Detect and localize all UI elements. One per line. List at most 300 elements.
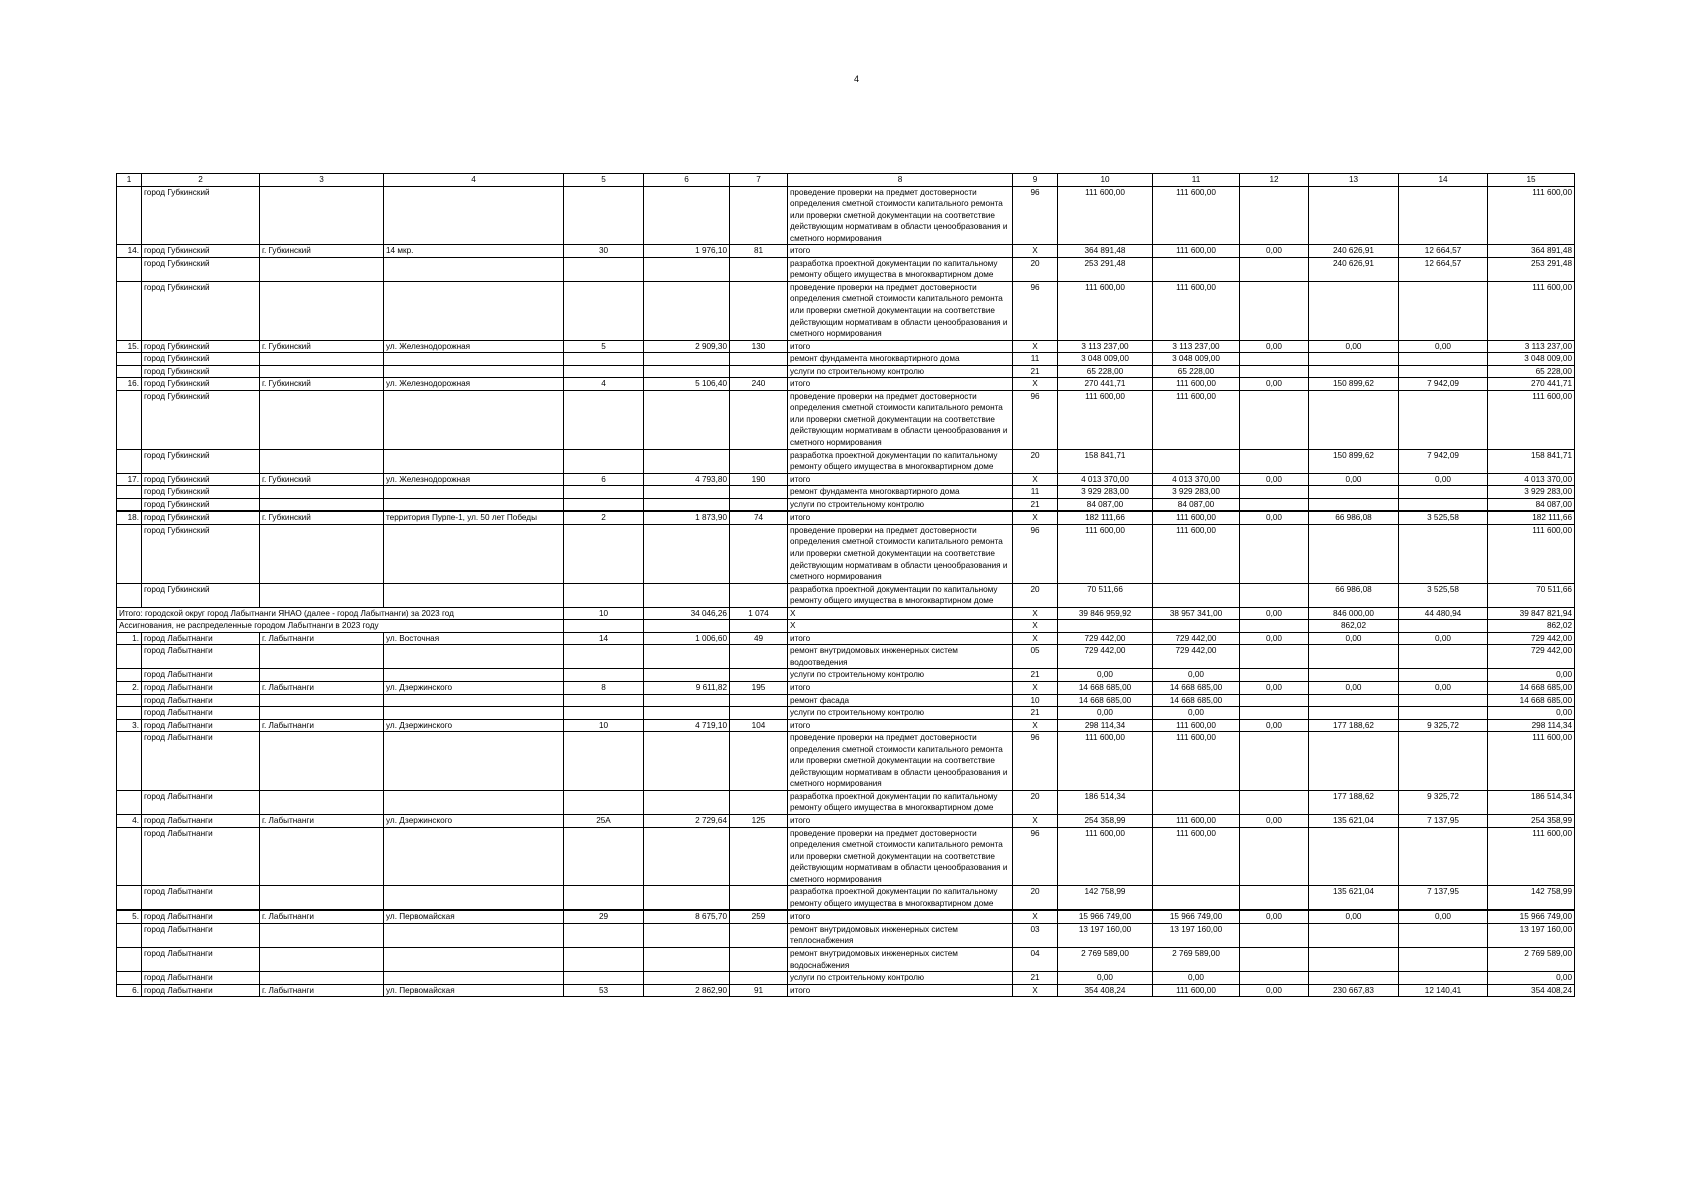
table-cell xyxy=(1153,620,1240,633)
table-cell xyxy=(260,790,384,814)
table-cell xyxy=(1240,923,1309,947)
table-cell xyxy=(564,923,644,947)
table-cell: г. Лабытнанги xyxy=(260,814,384,827)
table-cell: 4 013 370,00 xyxy=(1153,473,1240,486)
column-header: 6 xyxy=(644,174,730,187)
table-cell xyxy=(1399,620,1488,633)
table-cell: 9 325,72 xyxy=(1399,719,1488,732)
table-cell: город Лабытнанги xyxy=(142,948,260,972)
table-cell: 0,00 xyxy=(1153,669,1240,682)
table-cell: 0,00 xyxy=(1240,473,1309,486)
table-cell: 0,00 xyxy=(1240,245,1309,258)
table-cell xyxy=(384,707,564,720)
table-cell: 21 xyxy=(1013,365,1058,378)
table-cell: 4 013 370,00 xyxy=(1488,473,1575,486)
table-cell xyxy=(260,186,384,245)
table-cell xyxy=(1399,486,1488,499)
table-cell: 111 600,00 xyxy=(1058,732,1153,791)
table-cell xyxy=(644,972,730,985)
table-cell: город Губкинский xyxy=(142,378,260,391)
table-cell: проведение проверки на предмет достоверности определения сметной стоимости капитального ремонта или проверки сметной документации на соответствие действующим нормативам в области ценообразования и сметного нормирования xyxy=(788,827,1013,886)
table-cell: г. Губкинский xyxy=(260,340,384,353)
table-row xyxy=(117,449,1575,473)
table-cell xyxy=(384,694,564,707)
table-cell xyxy=(644,923,730,947)
table-cell xyxy=(384,365,564,378)
column-header: 2 xyxy=(142,174,260,187)
table-row xyxy=(117,281,1575,340)
table-cell xyxy=(644,694,730,707)
table-cell: итого xyxy=(788,473,1013,486)
table-cell: город Губкинский xyxy=(142,486,260,499)
table-row xyxy=(117,365,1575,378)
table-cell: 182 111,66 xyxy=(1058,511,1153,524)
table-cell: город Лабытнанги xyxy=(142,681,260,694)
table-cell: 4 013 370,00 xyxy=(1058,473,1153,486)
table-cell: 0,00 xyxy=(1240,340,1309,353)
table-cell xyxy=(730,353,788,366)
table-cell xyxy=(564,365,644,378)
table-cell xyxy=(260,886,384,911)
capital-repair-table-container xyxy=(116,173,1575,997)
column-header: 3 xyxy=(260,174,384,187)
table-cell: 13 197 160,00 xyxy=(1153,923,1240,947)
table-cell: итого xyxy=(788,340,1013,353)
table-cell: проведение проверки на предмет достоверности определения сметной стоимости капитального ремонта или проверки сметной документации на соответствие действующим нормативам в области ценообразования и сметного нормирования xyxy=(788,390,1013,449)
table-cell: 1 006,60 xyxy=(644,632,730,645)
table-cell xyxy=(1240,645,1309,669)
table-cell xyxy=(384,281,564,340)
table-cell xyxy=(644,186,730,245)
table-cell: ул. Железнодорожная xyxy=(384,378,564,391)
table-cell: город Лабытнанги xyxy=(142,732,260,791)
table-cell: 364 891,48 xyxy=(1058,245,1153,258)
table-cell: 3 113 237,00 xyxy=(1488,340,1575,353)
table-cell: 84 087,00 xyxy=(1153,498,1240,511)
table-cell: 14 668 685,00 xyxy=(1153,681,1240,694)
table-cell: 270 441,71 xyxy=(1058,378,1153,391)
column-header: 11 xyxy=(1153,174,1240,187)
table-cell: город Лабытнанги xyxy=(142,707,260,720)
table-cell xyxy=(564,645,644,669)
table-cell xyxy=(384,669,564,682)
table-cell: 14 мкр. xyxy=(384,245,564,258)
table-cell: 150 899,62 xyxy=(1309,378,1399,391)
table-cell xyxy=(730,707,788,720)
table-cell: 9 325,72 xyxy=(1399,790,1488,814)
table-cell: г. Лабытнанги xyxy=(260,681,384,694)
column-header: 10 xyxy=(1058,174,1153,187)
table-cell xyxy=(1399,707,1488,720)
table-cell: 2. xyxy=(117,681,142,694)
table-cell: 12 140,41 xyxy=(1399,984,1488,997)
table-cell: X xyxy=(1013,340,1058,353)
table-cell: 186 514,34 xyxy=(1488,790,1575,814)
table-cell: X xyxy=(1013,511,1058,524)
table-cell xyxy=(384,257,564,281)
table-cell: 2 862,90 xyxy=(644,984,730,997)
table-cell xyxy=(1399,645,1488,669)
table-cell: 11 xyxy=(1013,353,1058,366)
table-cell: 354 408,24 xyxy=(1488,984,1575,997)
table-cell xyxy=(1309,694,1399,707)
table-cell xyxy=(730,449,788,473)
table-cell xyxy=(564,257,644,281)
table-cell xyxy=(730,365,788,378)
table-cell: X xyxy=(1013,245,1058,258)
table-cell: город Губкинский xyxy=(142,583,260,607)
table-cell xyxy=(260,923,384,947)
table-cell: 39 847 821,94 xyxy=(1488,607,1575,620)
table-cell xyxy=(117,524,142,583)
table-cell xyxy=(644,498,730,511)
table-cell: 729 442,00 xyxy=(1058,632,1153,645)
table-row xyxy=(117,910,1575,923)
table-cell: 74 xyxy=(730,511,788,524)
table-cell: 44 480,94 xyxy=(1399,607,1488,620)
table-cell: 0,00 xyxy=(1399,340,1488,353)
table-cell xyxy=(1240,486,1309,499)
table-cell: ул. Дзержинского xyxy=(384,681,564,694)
table-cell xyxy=(730,390,788,449)
table-cell xyxy=(564,972,644,985)
table-body xyxy=(117,174,1575,997)
table-cell xyxy=(730,669,788,682)
table-cell: 0,00 xyxy=(1058,707,1153,720)
table-cell: 0,00 xyxy=(1309,681,1399,694)
table-cell xyxy=(644,353,730,366)
table-cell: город Губкинский xyxy=(142,524,260,583)
table-cell: 5 106,40 xyxy=(644,378,730,391)
table-cell xyxy=(1309,186,1399,245)
table-cell: 65 228,00 xyxy=(1488,365,1575,378)
table-cell: город Губкинский xyxy=(142,390,260,449)
table-cell: 729 442,00 xyxy=(1488,632,1575,645)
table-cell: 4. xyxy=(117,814,142,827)
table-cell: X xyxy=(788,620,1013,633)
table-cell: город Лабытнанги xyxy=(142,923,260,947)
table-cell: 111 600,00 xyxy=(1488,524,1575,583)
table-cell xyxy=(1399,365,1488,378)
table-cell: 298 114,34 xyxy=(1058,719,1153,732)
table-row xyxy=(117,257,1575,281)
table-cell xyxy=(730,524,788,583)
table-cell xyxy=(644,486,730,499)
table-cell: город Лабытнанги xyxy=(142,886,260,911)
table-cell: 111 600,00 xyxy=(1153,281,1240,340)
table-cell: разработка проектной документации по капитальному ремонту общего имущества в многоквартирном доме xyxy=(788,790,1013,814)
table-cell: ул. Дзержинского xyxy=(384,814,564,827)
summary-row xyxy=(117,607,1575,620)
table-cell xyxy=(564,732,644,791)
table-row xyxy=(117,814,1575,827)
table-cell: ремонт внутридомовых инженерных систем водоснабжения xyxy=(788,948,1013,972)
table-row xyxy=(117,378,1575,391)
table-cell: 1 074 xyxy=(730,607,788,620)
table-cell: 364 891,48 xyxy=(1488,245,1575,258)
table-cell: ул. Первомайская xyxy=(384,910,564,923)
table-cell: 1 873,90 xyxy=(644,511,730,524)
table-cell xyxy=(564,827,644,886)
column-header: 1 xyxy=(117,174,142,187)
table-cell: 0,00 xyxy=(1240,378,1309,391)
table-cell xyxy=(1309,827,1399,886)
table-cell: город Лабытнанги xyxy=(142,719,260,732)
table-row xyxy=(117,827,1575,886)
table-cell: 7 137,95 xyxy=(1399,886,1488,911)
table-cell: 0,00 xyxy=(1309,340,1399,353)
table-cell xyxy=(117,790,142,814)
table-cell xyxy=(1240,365,1309,378)
table-cell xyxy=(644,620,730,633)
table-cell: итого xyxy=(788,378,1013,391)
table-cell xyxy=(1309,498,1399,511)
table-cell xyxy=(1240,948,1309,972)
table-cell: 4 719,10 xyxy=(644,719,730,732)
table-cell xyxy=(644,790,730,814)
table-cell: 142 758,99 xyxy=(1058,886,1153,911)
table-cell: 5 xyxy=(564,340,644,353)
column-header: 7 xyxy=(730,174,788,187)
table-cell: 96 xyxy=(1013,732,1058,791)
table-cell xyxy=(564,498,644,511)
table-cell: 0,00 xyxy=(1399,910,1488,923)
table-cell: 21 xyxy=(1013,972,1058,985)
table-cell: 0,00 xyxy=(1399,473,1488,486)
table-cell: итого xyxy=(788,814,1013,827)
table-cell: 111 600,00 xyxy=(1058,186,1153,245)
table-cell: город Губкинский xyxy=(142,449,260,473)
table-cell xyxy=(730,498,788,511)
table-row xyxy=(117,694,1575,707)
table-cell: 111 600,00 xyxy=(1153,732,1240,791)
table-cell: город Лабытнанги xyxy=(142,645,260,669)
table-cell xyxy=(730,281,788,340)
table-cell xyxy=(1309,281,1399,340)
table-cell: 150 899,62 xyxy=(1309,449,1399,473)
table-cell xyxy=(117,449,142,473)
table-cell: 3 525,58 xyxy=(1399,583,1488,607)
table-cell: 7 137,95 xyxy=(1399,814,1488,827)
table-cell: 12 664,57 xyxy=(1399,257,1488,281)
table-cell: 0,00 xyxy=(1309,910,1399,923)
table-cell: 254 358,99 xyxy=(1488,814,1575,827)
table-cell: 0,00 xyxy=(1309,632,1399,645)
table-cell: ремонт фундамента многоквартирного дома xyxy=(788,353,1013,366)
table-cell: 14 668 685,00 xyxy=(1488,694,1575,707)
table-cell xyxy=(564,669,644,682)
table-row xyxy=(117,669,1575,682)
table-cell: 240 xyxy=(730,378,788,391)
table-cell xyxy=(1399,827,1488,886)
table-cell xyxy=(1399,694,1488,707)
table-cell: 240 626,91 xyxy=(1309,257,1399,281)
column-header: 9 xyxy=(1013,174,1058,187)
table-cell: 14 xyxy=(564,632,644,645)
summary-label: Итого: городской округ город Лабытнанги ЯНАО (далее - город Лабытнанги) за 2023 год xyxy=(117,607,564,620)
table-cell: 0,00 xyxy=(1240,511,1309,524)
table-cell: 0,00 xyxy=(1399,681,1488,694)
table-cell: X xyxy=(1013,378,1058,391)
table-row xyxy=(117,972,1575,985)
table-cell: город Губкинский xyxy=(142,245,260,258)
table-cell: 190 xyxy=(730,473,788,486)
table-cell: 96 xyxy=(1013,524,1058,583)
table-cell xyxy=(564,620,644,633)
table-cell: 91 xyxy=(730,984,788,997)
table-cell xyxy=(564,524,644,583)
table-cell xyxy=(644,669,730,682)
table-cell xyxy=(384,972,564,985)
table-cell: итого xyxy=(788,681,1013,694)
table-cell: 3 929 283,00 xyxy=(1058,486,1153,499)
table-cell xyxy=(730,583,788,607)
table-cell: 298 114,34 xyxy=(1488,719,1575,732)
table-cell xyxy=(117,923,142,947)
table-cell: 3 048 009,00 xyxy=(1058,353,1153,366)
table-cell: 230 667,83 xyxy=(1309,984,1399,997)
table-cell: 10 xyxy=(564,607,644,620)
table-cell xyxy=(644,732,730,791)
table-cell: X xyxy=(1013,910,1058,923)
table-cell: 15. xyxy=(117,340,142,353)
table-cell xyxy=(117,732,142,791)
table-cell xyxy=(1309,353,1399,366)
table-cell xyxy=(1240,707,1309,720)
table-cell xyxy=(117,390,142,449)
table-cell xyxy=(1240,498,1309,511)
table-cell xyxy=(1240,353,1309,366)
table-cell: 7 942,09 xyxy=(1399,378,1488,391)
table-cell: 111 600,00 xyxy=(1058,827,1153,886)
table-cell: 0,00 xyxy=(1488,707,1575,720)
table-cell: проведение проверки на предмет достоверности определения сметной стоимости капитального ремонта или проверки сметной документации на соответствие действующим нормативам в области ценообразования и сметного нормирования xyxy=(788,732,1013,791)
table-cell: 18. xyxy=(117,511,142,524)
table-cell: 0,00 xyxy=(1240,632,1309,645)
summary-row xyxy=(117,620,1575,633)
table-cell xyxy=(644,257,730,281)
table-cell xyxy=(1240,972,1309,985)
table-cell: 49 xyxy=(730,632,788,645)
table-cell: город Губкинский xyxy=(142,340,260,353)
table-cell: итого xyxy=(788,632,1013,645)
table-cell: город Губкинский xyxy=(142,473,260,486)
table-cell xyxy=(1240,886,1309,911)
table-cell: 0,00 xyxy=(1058,972,1153,985)
table-cell xyxy=(1240,827,1309,886)
table-cell: город Лабытнанги xyxy=(142,984,260,997)
table-cell xyxy=(260,524,384,583)
table-cell: 186 514,34 xyxy=(1058,790,1153,814)
table-cell xyxy=(564,390,644,449)
table-cell: город Лабытнанги xyxy=(142,814,260,827)
table-cell: город Лабытнанги xyxy=(142,669,260,682)
table-cell xyxy=(730,486,788,499)
table-cell: 111 600,00 xyxy=(1153,378,1240,391)
table-cell xyxy=(384,486,564,499)
table-cell xyxy=(384,390,564,449)
table-cell: 729 442,00 xyxy=(1058,645,1153,669)
table-cell: 25А xyxy=(564,814,644,827)
table-cell: 6 xyxy=(564,473,644,486)
table-cell xyxy=(730,694,788,707)
table-cell: 39 846 959,92 xyxy=(1058,607,1153,620)
table-cell: 3 929 283,00 xyxy=(1153,486,1240,499)
table-cell: 135 621,04 xyxy=(1309,886,1399,911)
table-cell: 111 600,00 xyxy=(1488,390,1575,449)
table-row xyxy=(117,486,1575,499)
table-cell: 111 600,00 xyxy=(1058,390,1153,449)
table-row xyxy=(117,340,1575,353)
table-cell: 177 188,62 xyxy=(1309,790,1399,814)
table-cell xyxy=(260,390,384,449)
table-cell: 111 600,00 xyxy=(1058,281,1153,340)
table-cell xyxy=(117,486,142,499)
table-cell: 862,02 xyxy=(1309,620,1399,633)
table-cell: город Губкинский xyxy=(142,511,260,524)
table-cell: 177 188,62 xyxy=(1309,719,1399,732)
table-cell: 0,00 xyxy=(1488,669,1575,682)
table-cell: 15 966 749,00 xyxy=(1058,910,1153,923)
table-cell: итого xyxy=(788,511,1013,524)
table-cell xyxy=(1240,524,1309,583)
table-cell: 1. xyxy=(117,632,142,645)
table-cell: 03 xyxy=(1013,923,1058,947)
column-header: 4 xyxy=(384,174,564,187)
table-cell xyxy=(1399,524,1488,583)
table-cell xyxy=(644,524,730,583)
table-cell: 0,00 xyxy=(1058,669,1153,682)
table-cell xyxy=(1240,669,1309,682)
table-cell xyxy=(564,449,644,473)
table-cell xyxy=(260,972,384,985)
table-cell xyxy=(1399,353,1488,366)
table-cell: 729 442,00 xyxy=(1153,645,1240,669)
table-row xyxy=(117,511,1575,524)
table-cell xyxy=(260,707,384,720)
table-cell: 5. xyxy=(117,910,142,923)
table-cell xyxy=(117,365,142,378)
table-cell: 14 668 685,00 xyxy=(1488,681,1575,694)
table-cell: 13 197 160,00 xyxy=(1058,923,1153,947)
table-cell xyxy=(384,186,564,245)
table-row xyxy=(117,390,1575,449)
table-cell: услуги по строительному контролю xyxy=(788,498,1013,511)
table-cell: проведение проверки на предмет достоверности определения сметной стоимости капитального ремонта или проверки сметной документации на соответствие действующим нормативам в области ценообразования и сметного нормирования xyxy=(788,524,1013,583)
table-cell xyxy=(260,365,384,378)
table-cell xyxy=(1240,186,1309,245)
table-cell xyxy=(260,498,384,511)
table-cell: 195 xyxy=(730,681,788,694)
table-cell: 253 291,48 xyxy=(1058,257,1153,281)
table-cell xyxy=(117,186,142,245)
table-cell xyxy=(564,694,644,707)
table-cell xyxy=(564,186,644,245)
table-cell xyxy=(1399,923,1488,947)
table-cell: г. Лабытнанги xyxy=(260,719,384,732)
table-row xyxy=(117,186,1575,245)
table-cell xyxy=(1309,972,1399,985)
table-cell: 3 113 237,00 xyxy=(1058,340,1153,353)
table-cell: проведение проверки на предмет достоверности определения сметной стоимости капитального ремонта или проверки сметной документации на соответствие действующим нормативам в области ценообразования и сметного нормирования xyxy=(788,186,1013,245)
table-cell: X xyxy=(1013,681,1058,694)
table-cell: 135 621,04 xyxy=(1309,814,1399,827)
table-cell xyxy=(1240,620,1309,633)
table-cell: 70 511,66 xyxy=(1488,583,1575,607)
table-cell: 6. xyxy=(117,984,142,997)
table-cell: 111 600,00 xyxy=(1488,732,1575,791)
table-cell xyxy=(1153,257,1240,281)
